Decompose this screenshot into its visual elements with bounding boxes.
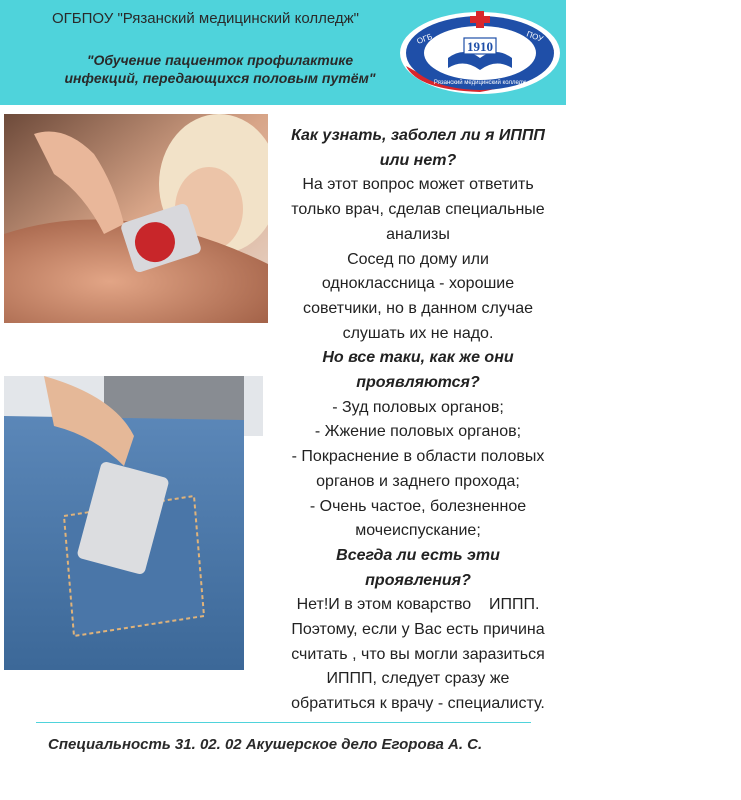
body-line-12: - Зуд половых органов; [332,398,504,416]
body-line-1: Как узнать, заболел ли я ИППП [291,127,545,144]
body-line-3: На этот вопрос может ответить [302,176,534,194]
body-line-24: обратиться к врачу - специалисту. [291,695,545,713]
body-line-23: ИППП, следует сразу же [326,670,510,688]
body-line-20: Нет!И в этом коварство ИППП. [296,596,540,614]
organization-name: ОГБПОУ "Рязанский медицинский колледж" [52,10,359,27]
body-line-19: проявления? [365,571,471,589]
body-line-6: Сосед по дому или [347,250,489,268]
subtitle-line-2: инфекций, передающихся половым путём" [64,70,376,86]
photo-couple-condom [4,114,268,323]
photo-jeans-condom [4,376,263,670]
body-line-5: анализы [386,225,450,243]
body-line-4: только врач, сделав специальные [291,201,545,219]
body-line-7: одноклассница - хорошие [321,275,515,293]
body-line-18: Всегда ли есть эти [336,546,500,564]
body-line-11: проявляются? [356,374,480,392]
logo-left-text: ОГБ [415,32,434,46]
body-line-16: - Очень частое, болезненное [309,497,527,515]
subtitle-line-1: "Обучение пациенток профилактике [86,52,354,68]
body-line-8: советчики, но в данном случае [302,299,534,317]
header-banner [0,0,566,105]
body-line-21: Поэтому, если у Вас есть причина [291,621,545,639]
footer-credit: Специальность 31. 02. 02 Акушерское дело Егорова А. С. [48,736,483,753]
body-line-14: - Покраснение в области половых [291,448,545,466]
body-line-10: Но все таки, как же они [322,349,514,367]
body-line-13: - Жжение половых органов; [314,423,522,441]
body-line-2: или нет? [379,151,457,169]
body-line-9: слушать их не надо. [342,324,494,342]
leaflet-subtitle [40,51,400,87]
footer-divider [36,722,531,723]
logo-right-text: ПОУ [525,29,545,44]
body-line-17: мочеиспускание; [355,522,481,540]
college-logo [398,10,562,96]
logo-ring-text: Рязанский медицинский колледж [433,80,527,86]
article-body [270,124,566,717]
body-line-15: органов и заднего прохода; [316,472,520,490]
logo-year: 1910 [467,39,493,54]
body-line-22: считать , что вы могли заразиться [291,645,545,663]
